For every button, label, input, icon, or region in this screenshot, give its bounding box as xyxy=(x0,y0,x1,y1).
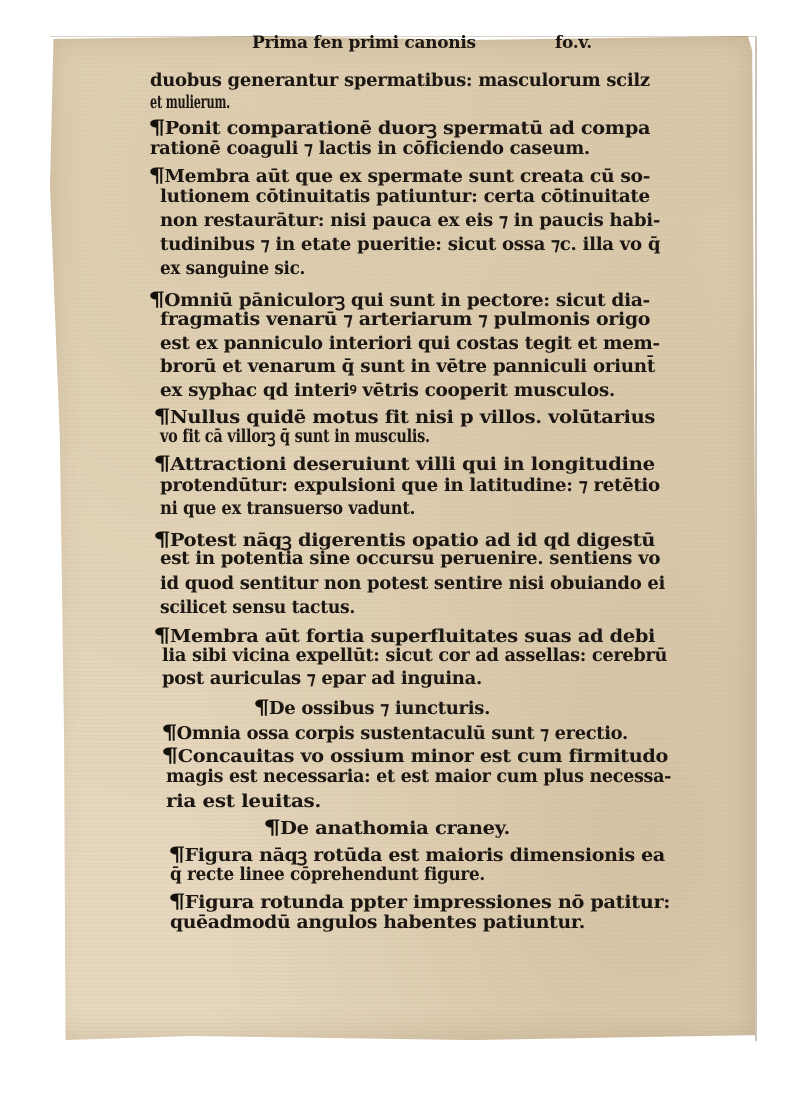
section-heading xyxy=(255,697,490,719)
line-text: scilicet sensu tactus. xyxy=(160,598,356,618)
paragraph-mark-icon: ¶ xyxy=(148,115,166,139)
line-text: q̄ recte linee cōprehendunt figure. xyxy=(170,865,485,885)
line-text: Ponit comparationē duorꝫ spermatū ad compa xyxy=(164,119,651,139)
line-text: Figura nāqꝫ rotūda est maioris dimensionis ea xyxy=(184,846,665,866)
text-line xyxy=(155,406,655,428)
text-line xyxy=(160,600,355,618)
line-text: brorū et venarum q̄ sunt in vētre panniculi oriunt̄ xyxy=(160,357,655,377)
text-line xyxy=(162,671,482,689)
line-text: Potest nāqꝫ digerentis opatio ad id qd digestū xyxy=(169,531,656,551)
text-line xyxy=(162,648,667,666)
line-text: Nullus quidē motus fit nisi p villos. volūtarius xyxy=(169,408,656,428)
line-text: est ex panniculo interiori qui costas tegit et mem- xyxy=(160,334,660,354)
text-line xyxy=(160,237,660,255)
paragraph-mark-icon: ¶ xyxy=(161,720,178,744)
line-text: fragmatis venarū ⁊ arteriarum ⁊ pulmonis origo xyxy=(160,310,651,330)
line-text: ni que ex transuerso vadunt. xyxy=(160,499,416,519)
text-line xyxy=(170,844,665,866)
paragraph-mark-icon: ¶ xyxy=(253,695,270,719)
section-heading xyxy=(265,817,510,839)
text-line xyxy=(160,312,650,330)
paragraph-mark-icon: ¶ xyxy=(153,623,171,647)
paragraph-mark-icon: ¶ xyxy=(148,163,165,187)
running-title: Prima fen primi canonis xyxy=(252,33,476,53)
paragraph-mark-icon: ¶ xyxy=(148,287,165,311)
text-line xyxy=(150,117,650,139)
paragraph-mark-icon: ¶ xyxy=(153,527,171,551)
line-text: non restaurātur: nisi pauca ex eis ⁊ in paucis habi- xyxy=(160,211,661,231)
paragraph-mark-icon: ¶ xyxy=(168,889,186,913)
text-line xyxy=(166,769,671,787)
paragraph-mark-icon: ¶ xyxy=(263,815,281,839)
text-line xyxy=(160,261,305,279)
paragraph-mark-icon: ¶ xyxy=(153,404,171,428)
line-text: lia sibi vicina expellūt: sicut cor ad assellas: cerebrū xyxy=(162,646,668,666)
paragraph-mark-icon: ¶ xyxy=(161,743,179,767)
text-line xyxy=(170,867,485,885)
line-text: Attractioni deseruiunt villi qui in longitudine xyxy=(170,455,655,475)
text-line xyxy=(160,551,660,569)
text-line xyxy=(160,359,655,377)
text-line xyxy=(160,478,660,496)
text-line xyxy=(150,165,650,187)
text-line xyxy=(150,141,590,159)
line-text: Omniū pāniculorꝫ qui sunt in pectore: sicut dia- xyxy=(164,291,650,311)
paragraph-mark-icon: ¶ xyxy=(168,842,186,866)
text-line xyxy=(150,289,650,311)
line-text: ex syphac qd interiꝰ vētris cooperit musculos. xyxy=(160,381,615,401)
text-line xyxy=(160,501,415,519)
folio-number: fo.v. xyxy=(555,33,592,53)
text-line xyxy=(170,915,585,933)
line-text: est in potentia sine occursu peruenire. sentiens vo xyxy=(160,549,661,569)
line-text: post auriculas ⁊ epar ad inguina. xyxy=(162,669,482,689)
line-text: rationē coaguli ⁊ lactis in cōficiendo caseum. xyxy=(150,139,590,159)
line-text: ria est leuitas. xyxy=(166,792,321,812)
text-line xyxy=(160,576,665,594)
line-text: De anathomia craney. xyxy=(279,819,510,839)
line-text: vo fit cā villorꝫ q̄ sunt in musculis. xyxy=(160,427,430,447)
text-line xyxy=(160,213,660,231)
line-text: Membra aūt fortia superfluitates suas ad debi xyxy=(169,627,656,647)
line-text: quēadmodū angulos habentes patiuntur. xyxy=(170,913,585,933)
text-line xyxy=(163,722,628,744)
line-text: Concauitas vo ossium minor est cum firmitudo xyxy=(177,747,668,767)
line-text: ex sanguine sic. xyxy=(160,259,306,279)
line-text: lutionem cōtinuitatis patiuntur: certa cōtinuitate xyxy=(160,187,650,207)
text-line xyxy=(163,745,668,767)
text-line xyxy=(160,429,430,447)
line-text: Omnia ossa corpis sustentaculū sunt ⁊ erectio. xyxy=(176,724,628,744)
line-text: magis est necessaria: et est maior cum plus necessa- xyxy=(166,767,672,787)
line-text: Membra aūt que ex spermate sunt creata cū so- xyxy=(164,167,651,187)
text-line xyxy=(150,95,230,113)
text-line xyxy=(170,891,670,913)
line-text: Figura rotunda ppter impressiones nō patitur: xyxy=(184,893,671,913)
line-text: id quod sentitur non potest sentire nisi obuiando ei xyxy=(160,574,666,594)
text-line xyxy=(160,383,615,401)
paragraph-mark-icon: ¶ xyxy=(153,451,171,475)
line-text: tudinibus ⁊ in etate pueritie: sicut ossa ⁊c. illa vo q̄ xyxy=(160,235,661,255)
line-text: De ossibus ⁊ iuncturis. xyxy=(268,699,491,719)
text-line xyxy=(160,189,650,207)
text-line xyxy=(166,794,321,812)
text-line xyxy=(155,529,655,551)
line-text: et mulierum. xyxy=(150,93,230,113)
text-line xyxy=(150,73,650,91)
line-text: duobus generantur spermatibus: masculorum scilz xyxy=(150,71,650,91)
text-line xyxy=(155,453,655,475)
text-line xyxy=(155,625,655,647)
line-text: protendūtur: expulsioni que in latitudine: ⁊ retētio xyxy=(160,476,660,496)
text-line xyxy=(160,336,660,354)
